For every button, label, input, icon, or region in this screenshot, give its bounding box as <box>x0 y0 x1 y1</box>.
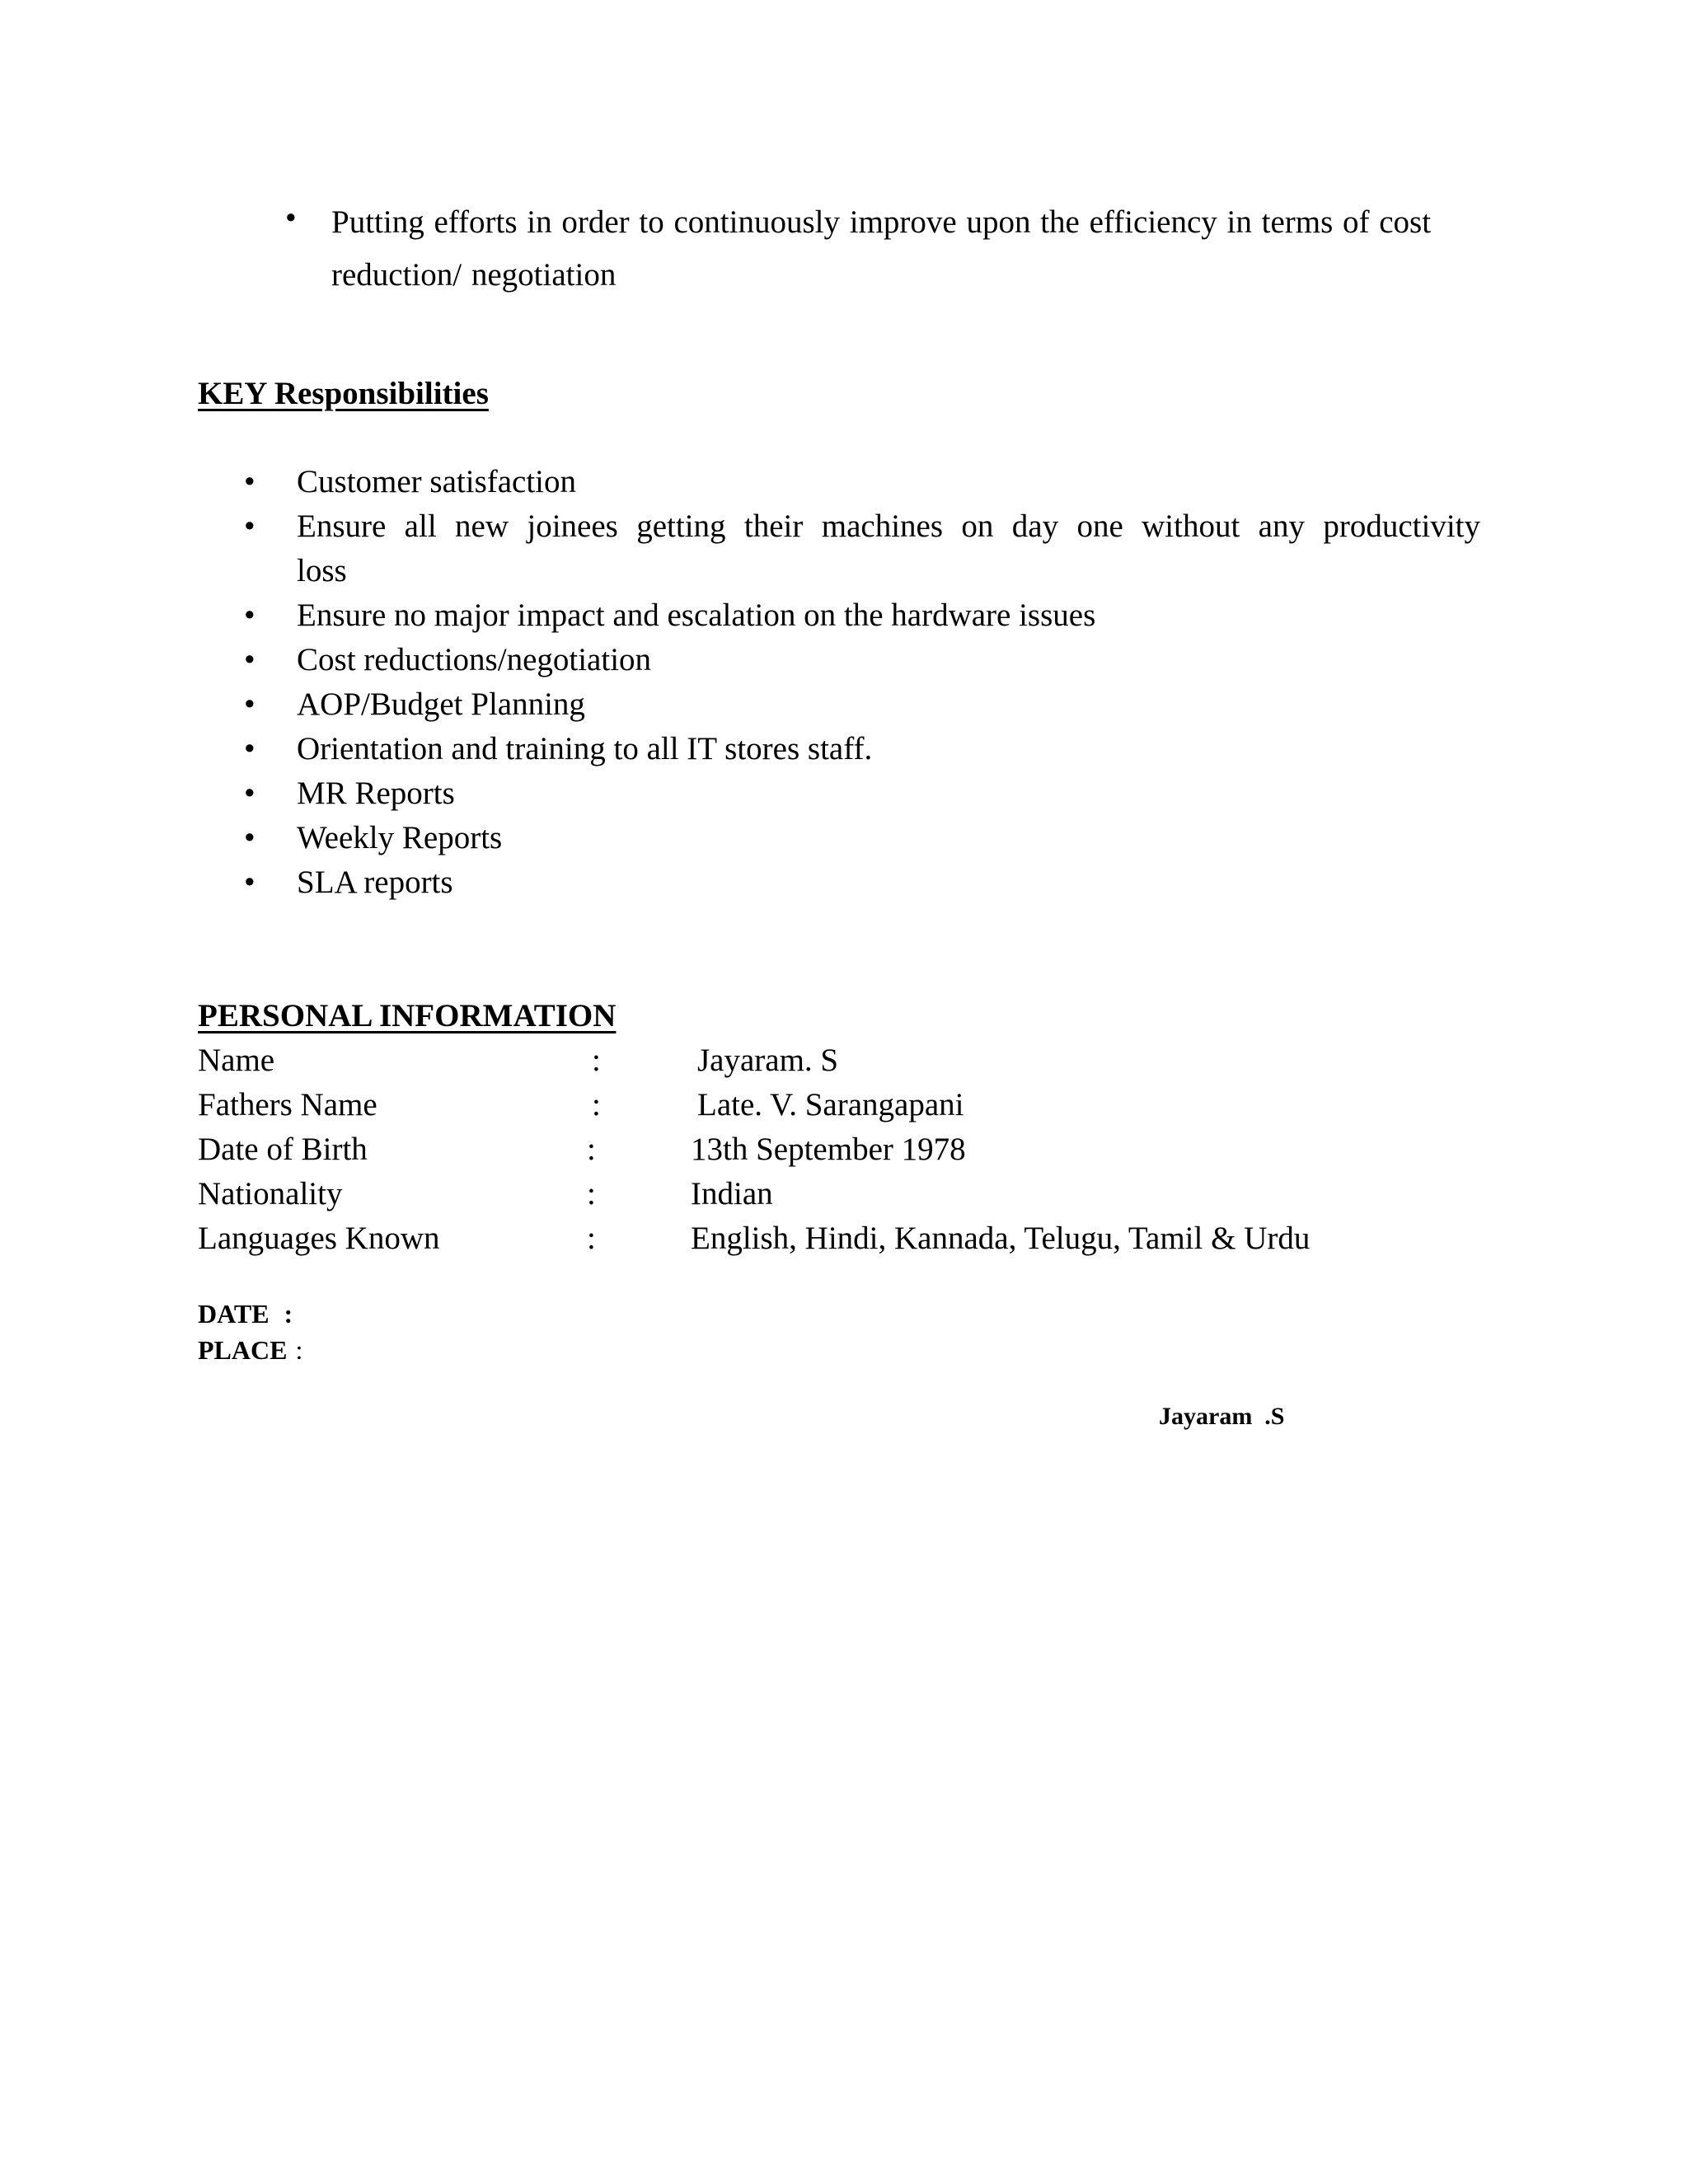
list-item-text: MR Reports <box>297 776 455 811</box>
list-item-text: SLA reports <box>297 865 453 900</box>
efficiency-bullet-text: Putting efforts in order to continuously improve upon the efficiency in terms of cost reduction/ negotiation <box>331 204 1432 293</box>
list-item-text: Orientation and training to all IT stores staff. <box>297 731 873 766</box>
info-row-fathers-name <box>198 1083 1484 1127</box>
place-label: PLACE <box>198 1335 288 1365</box>
date-label: DATE <box>198 1299 270 1329</box>
bullet-marker: • <box>244 865 256 900</box>
efficiency-bullet <box>285 196 1456 302</box>
personal-information-heading: PERSONAL INFORMATION <box>198 998 617 1033</box>
info-label: Languages Known <box>198 1221 440 1256</box>
info-value: Jayaram. S <box>697 1043 839 1078</box>
list-item-text: Weekly Reports <box>297 820 503 855</box>
date-line <box>198 1296 293 1332</box>
info-separator: : <box>592 1043 601 1078</box>
place-separator: : <box>295 1335 303 1365</box>
bullet-marker: • <box>244 598 256 633</box>
place-line <box>198 1332 302 1368</box>
info-label: Fathers Name <box>198 1087 377 1122</box>
bullet-marker: • <box>244 776 256 811</box>
info-separator: : <box>587 1176 596 1212</box>
bullet-marker: • <box>244 687 256 722</box>
list-item-text: Cost reductions/negotiation <box>297 642 652 677</box>
list-item <box>244 504 1480 593</box>
info-row-date-of-birth <box>198 1127 1484 1172</box>
personal-information-table <box>198 1038 1484 1261</box>
info-value: 13th September 1978 <box>691 1132 966 1167</box>
signature-name: Jayaram .S <box>1159 1403 1285 1430</box>
info-row-languages-known <box>198 1216 1484 1261</box>
list-item <box>244 860 1480 905</box>
bullet-marker: • <box>244 464 256 499</box>
list-item <box>244 593 1480 638</box>
bullet-marker: • <box>244 820 256 855</box>
info-value: English, Hindi, Kannada, Telugu, Tamil & Urdu <box>691 1221 1311 1256</box>
info-label: Name <box>198 1043 275 1078</box>
list-item <box>244 682 1480 727</box>
bullet-marker: • <box>285 200 297 236</box>
bullet-marker: • <box>244 642 256 677</box>
info-label: Nationality <box>198 1176 343 1212</box>
list-item-text: Ensure all new joinees getting their machines on day one without any productivity loss <box>297 509 1480 588</box>
list-item-text: Ensure no major impact and escalation on the hardware issues <box>297 598 1096 633</box>
info-separator: : <box>587 1221 596 1256</box>
info-value: Indian <box>691 1176 773 1212</box>
info-row-name <box>198 1038 1484 1083</box>
list-item-text: AOP/Budget Planning <box>297 687 585 722</box>
list-item <box>244 727 1480 771</box>
list-item-text: Customer satisfaction <box>297 464 577 499</box>
list-item <box>244 460 1480 504</box>
list-item <box>244 638 1480 682</box>
info-row-nationality <box>198 1172 1484 1216</box>
bullet-marker: • <box>244 509 256 544</box>
bullet-marker: • <box>244 731 256 766</box>
date-separator: : <box>284 1299 293 1329</box>
responsibilities-list <box>244 460 1480 905</box>
info-separator: : <box>587 1132 596 1167</box>
info-separator: : <box>592 1087 601 1122</box>
list-item <box>244 816 1480 860</box>
key-responsibilities-heading: KEY Responsibilities <box>198 376 489 411</box>
list-item <box>244 771 1480 816</box>
info-label: Date of Birth <box>198 1132 368 1167</box>
info-value: Late. V. Sarangapani <box>697 1087 964 1122</box>
